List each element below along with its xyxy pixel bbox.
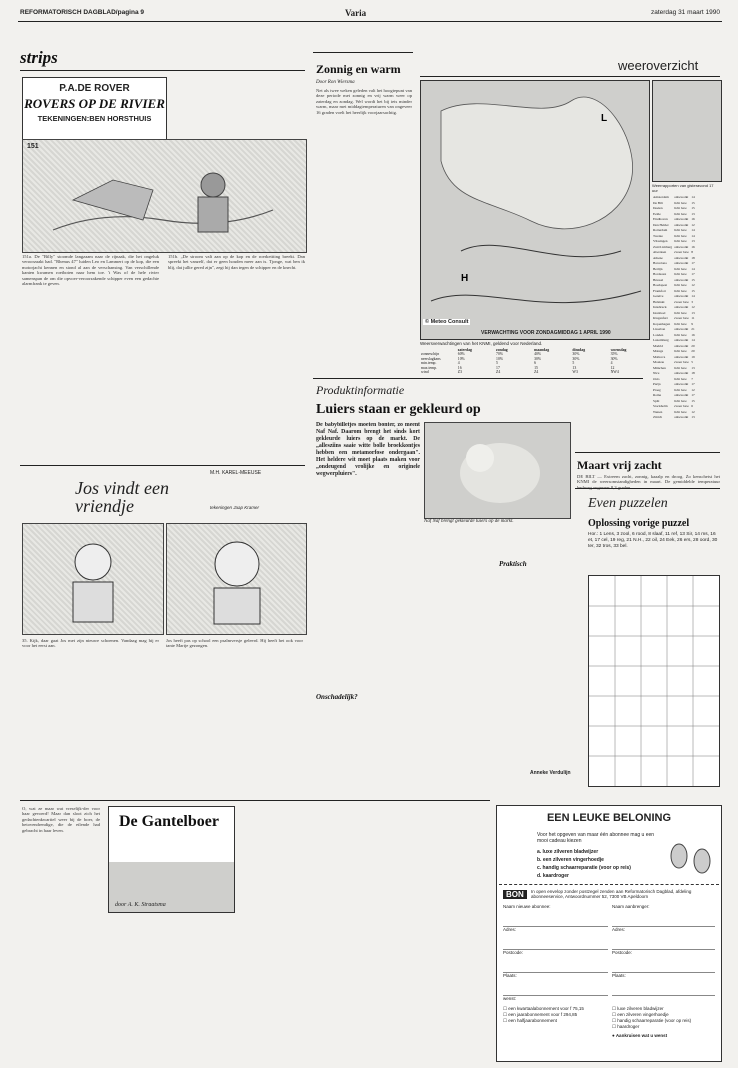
station-sky: licht bew. [674,228,688,232]
zonnig-byline: Door Ron Wiersma [316,80,355,85]
station-sky: licht bew. [674,283,688,287]
station-sky: onbewolkt [674,327,689,331]
forecast-day-header: zaterdag [457,348,472,352]
station-name: Zürich [653,415,663,419]
gift-option-a[interactable]: ☐ luxe zilveren bladwijzer [612,1006,664,1011]
station-sky: onbewolkt [674,415,689,419]
station-t: 8 [691,250,693,254]
forecast-day-header: dinsdag [572,348,586,352]
gift-option-b-label: een zilveren vingerhoedje [617,1012,669,1017]
option-jaar[interactable]: ☐ een jaarabonnement voor f 294,85 [503,1012,578,1017]
zonnig-title: Zonnig en warm [316,62,401,76]
station-name: Boedapest [653,283,668,287]
puzzel-solution: Hor.: 1 Lens, 3 zool, 6 rood, 8 slaaf, 11 ref, 13 Sir, 14 ms, 16 et, 17 cel, 19 reg, 21 N.H., 22 oil, 24 Eek, 26 ers, 28 oord, 30 ter, 32 tros, 33 bel. [588,532,718,549]
station-name: Den Helder [653,222,669,227]
beloning-item: c. handig schaarreparatie (voor op reis) [537,865,631,871]
station-t: 14 [691,266,695,271]
jos-author: M.H. KAREL-MEEUSE [210,470,262,476]
station-sky: licht bew. [674,376,688,381]
station-name: Rome [653,393,662,397]
station-sky: licht bew. [674,206,688,210]
stations-table [652,195,696,421]
option-jaar-label: een jaarabonnement voor f 294,85 [508,1012,578,1017]
station-sky: licht bew. [674,272,688,276]
rover-author: P.A.DE ROVER [59,83,130,94]
zonnig-text: Net als twee weken geleden valt het hoogtepunt van deze periode met zonnig en vrij warm weer op zaterdag en zondag. Wel wordt het bij iets minder warm, maar met middagtemperaturen van ongeveer 16 graden voelt het heerlijk voorjaarsachtig. [316,88,412,115]
station-sky: onbewolkt [674,294,689,298]
station-name: Oslo [653,376,660,381]
forecast-cell: 60% [457,352,465,357]
gift-option-b[interactable]: ☐ een zilveren vingerhoedje [612,1012,669,1017]
forecast-cell: 4 [457,361,460,366]
maart-rule [575,452,720,453]
weather-map-illustration [421,81,649,339]
option-kwartaal[interactable]: ☐ een kwartaalabonnement voor f 75,15 [503,1006,584,1011]
station-sky: onbewolkt [674,354,689,359]
station-t: 20 [691,343,695,348]
station-row [652,360,696,366]
station-t: 18 [691,255,695,260]
gantel-author: door A. K. Straatsma [115,902,166,908]
forecast-cell: 10% [496,356,504,361]
map-caption: VERWACHTING VOOR ZONDAGMIDDAG 1 APRIL 1990 [481,330,611,336]
forecast-cell: NW4 [610,370,619,375]
station-sky: onbewolkt [674,244,689,249]
station-name: Vlissingen [653,239,668,243]
station-t: 13 [691,365,695,370]
station-name: Eindhoven [653,217,668,221]
produkt-title: Luiers staan er gekleurd op [316,402,481,417]
rover-text-right: 151b. „De stroom valt aan op de kop en de roerkettting breekt. Dan spreekt het vanzelf, dat er geen houden meer aan is. Tjonge, wat ben ik blij, dat jullie gered zijn", zegt hij dan tegen de schipper en de knecht. [168,254,305,270]
station-name: Eelde [653,211,661,216]
station-name: Kopenhagen [653,321,671,326]
gantel-title-box [108,806,235,913]
meteo-credit: © Meteo Consult [425,319,469,325]
forecast-cell: Z3 [457,370,463,375]
field-wenst: wenst: [503,996,517,1001]
produkt-rule [313,378,643,379]
station-name: Parijs [653,382,661,386]
gift-option-d-label: haardroger [617,1024,640,1029]
station-t: 11 [691,316,695,320]
station-t: 13 [691,310,695,315]
station-t: 16 [691,217,695,221]
station-t: 3 [691,299,693,304]
field-nieuwe-adres[interactable]: Adres: [503,927,608,950]
weather-map [420,80,650,340]
station-name: Deelen [653,206,663,210]
header-rule [18,21,722,22]
station-sky: onbewolkt [674,393,689,397]
station-name: Amsterdam [653,195,669,199]
station-sky: licht bew. [674,200,688,205]
station-sky: licht bew. [674,409,688,414]
stations-title: Weerrapporten van gisteravond 17 uur [652,183,714,193]
beloning-intro: Voor het opgeven van maar één abonnee mag u een mooi cadeau kiezen [537,832,655,844]
option-halfjaar[interactable]: ☐ een halfjaarabonnement [503,1018,557,1023]
station-sky: onbewolkt [674,305,689,309]
station-t: 15 [691,200,695,205]
station-name: Istanboel [653,310,666,315]
gift-option-c-label: handig schaarreparatie (voor op reis) [617,1018,692,1023]
puzzel-rule [575,488,720,489]
station-t: 13 [691,415,695,419]
station-t: 15 [691,277,695,282]
station-t: 20 [691,349,695,353]
beloning-items [537,848,667,880]
station-t: 14 [691,195,695,199]
jos-panel-right [166,523,307,635]
station-t: 19 [691,354,695,359]
station-name: Nice [653,371,660,375]
forecast-row-label: max.temp. [421,365,438,370]
station-name: Malaga [653,349,664,353]
station-name: Berlijn [653,266,663,271]
station-name: Praag [653,387,661,392]
station-sky: onbewolkt [674,195,689,199]
bon-footer-label: Aankruisen wat u wenst [615,1033,668,1038]
produkt-sub2: Praktisch [499,560,527,568]
rover-illustration [43,150,283,245]
station-t: 16 [691,332,695,337]
station-sky: onbewolkt [674,261,689,265]
station-t: 12 [691,305,695,309]
station-sky: zwaar bew. [674,250,690,254]
field-nieuwe-naam[interactable]: Naam nieuwe abonnee: [503,904,608,927]
station-row [652,404,696,410]
station-name: Zuid Limburg [653,244,673,249]
field-aanbrenger-postcode[interactable]: Postcode: [612,950,715,973]
produkt-sub1: Onschadelijk? [316,693,358,701]
station-t: 15 [691,206,695,210]
rover-credits: TEKENINGEN:BEN HORSTHUIS [37,114,152,123]
station-sky: licht bew. [674,233,688,238]
station-t: 15 [691,398,695,403]
forecast-table [420,348,648,374]
forecast-cell: 10% [457,356,465,361]
bon-text: In open envelop zonder postzegel zenden aan Reformatorisch Dagblad, afdeling abonneeservice, Antwoordnummer 52, 7300 VB Apeldoorn [531,889,692,900]
produkt-byline: Anneke Verdulijn [530,770,571,776]
page-header [20,8,720,20]
produkt-body-left [424,528,494,688]
field-nieuwe-plaats[interactable]: Plaats: [503,973,608,996]
station-t: 14 [691,294,695,298]
puzzel-section: Even puzzelen [588,496,668,511]
forecast-cell: 30% [534,356,542,361]
bon-fields-right [612,904,715,1038]
station-t: 6 [691,404,693,408]
forecast-cell: 5 [572,361,575,366]
station-sky: onbewolkt [674,217,689,221]
forecast-cell: 35% [610,352,618,357]
station-name: Athene [653,255,663,260]
weer-title: weeroverzicht [618,58,699,73]
gantel-title: De Gantelboer [119,813,219,830]
maart-text: DE BILT — Extreem zacht, zonnig, kaaalp en droog. Zo kenschetst het KNMI de weersomstandigheden in maart. De gemiddelde temperatuur [577,474,720,485]
forecast-day-header: woensdag [610,348,627,352]
header-date: zaterdag 31 maart 1990 [650,9,720,16]
station-name: Genève [653,294,664,298]
puzzle-grid-lines [589,576,719,786]
station-sky: licht bew. [674,332,688,337]
station-t: 5 [691,360,693,364]
stations-grid [652,195,720,421]
field-nieuwe-postcode[interactable]: Postcode: [503,950,608,973]
produkt-caption: Naf Naf brengt gekleurde luiers op de markt. [424,519,514,524]
station-row [652,316,696,322]
gantel-body-4 [411,806,491,1056]
bon-fields-left [503,904,608,1024]
header-section: Varia [345,8,367,18]
forecast-cell: 5 [496,361,498,366]
jos-illustration-left [48,534,138,629]
station-name: Brussel [653,277,664,282]
beloning-box [496,805,722,1062]
station-name: De Bilt [653,200,663,205]
gift-option-a-label: luxe zilveren bladwijzer [617,1006,664,1011]
gantel-rule [20,800,490,801]
station-sky: zwaar bew. [674,360,690,364]
weer-rule [420,76,720,77]
station-t: 15 [691,288,695,293]
station-name: Londen [653,332,664,337]
svg-text:L: L [601,113,608,124]
station-sky: onbewolkt [674,222,689,227]
gantel-body-1 [108,916,233,1056]
stations-list [652,195,720,440]
option-halfjaar-label: een halfjaarabonnement [508,1018,557,1023]
station-t: 21 [691,327,695,331]
station-t: 13 [691,211,695,216]
beloning-title: EEN LEUKE BELONING [546,812,672,824]
station-sky: licht bew. [674,288,688,293]
weather-satellite [652,80,722,182]
station-t: 12 [691,222,695,227]
jos-text-right: Jos heeft pas op school een psalmversje geleerd. Hij heeft het ook voor tante Martje gezongen. [166,638,303,649]
beloning-item: d. kaardroger [537,873,569,879]
station-sky: licht bew. [674,349,688,353]
station-sky: onbewolkt [674,382,689,386]
station-name: Twente [653,233,663,238]
station-name: Wenen [653,409,663,414]
station-sky: zwaar bew. [674,316,690,320]
bon-footer: ● Aankruisen wat u wenst [612,1033,668,1038]
station-t: 12 [691,283,695,287]
station-t: 16 [691,244,695,249]
forecast-cell: Z4 [496,370,501,375]
forecast-row-label: zonneschijn [421,352,440,357]
station-name: Moskou [653,360,665,364]
station-name: Innsbruck [653,305,667,309]
station-sky: licht bew. [674,239,688,243]
station-sky: onbewolkt [674,371,689,375]
gantel-body-2 [240,806,320,1056]
station-t: 14 [691,228,695,232]
forecast-cell: 15 [534,365,538,370]
forecast-cell: 30% [572,352,580,357]
station-sky: zwaar bew. [674,404,690,408]
station-sky: licht bew. [674,211,688,216]
rover-comic-panel [22,139,307,253]
station-sky: licht bew. [674,398,688,403]
station-name: Bordeaux [653,272,667,276]
jos-rule [20,465,305,466]
station-name: Klagenfurt [653,316,668,320]
puzzle-grid [588,575,720,787]
station-sky: onbewolkt [674,338,689,342]
station-name: Aberdeen [653,250,667,254]
produkt-photo [424,422,571,519]
produkt-section: Produktinformatie [316,383,405,397]
forecast-cell: W3 [572,370,578,375]
station-t: 17 [691,261,695,265]
station-row [652,415,696,421]
station-name: Rotterdam [653,228,668,232]
beloning-item: b. een zilveren vingerhoedje [537,857,604,863]
station-sky: zwaar bew. [674,299,690,304]
forecast-row-label: wind [421,370,429,375]
forecast-table-body [420,348,648,374]
station-name: Lissabon [653,327,666,331]
forecast-table-title: Weersverwachtingen van het KNMI, geldend voor Nederland. [420,341,543,346]
field-aanbrenger-adres[interactable]: Adres: [612,927,715,950]
station-sky: licht bew. [674,310,688,315]
strips-heading: strips [20,48,58,67]
forecast-day-header: maandag [534,348,550,352]
rover-title: ROVERS OP DE RIVIER [24,96,165,111]
forecast-grid [420,348,648,374]
station-t: 13 [691,239,695,243]
rover-text-left: 151a. De "Billy" stoomde langzaam naar de rijnaak, die het ongeluk veroorzaakt had. "Rhenus 47" luiden Leo en Lammert op de kop, die een motorjacht kennen en stond al aan de verschansing. Van verschillende kanten kwamen roeiboten naar hem toe. 't Was of de hele rivier samenspan de om die opvoer-veroorzakende schipper even een gedachte alarmfrank te geven. [22,254,159,287]
station-sky: licht bew. [674,387,688,392]
forecast-cell: 40% [534,352,542,357]
forecast-cell: 12 [610,365,615,370]
station-t: 9 [691,321,693,326]
gift-thimbles-icon [667,836,717,881]
station-t: 18 [691,371,695,375]
zonnig-rule [313,52,413,53]
forecast-cell: 17 [496,365,500,370]
svg-text:H: H [461,273,469,284]
strips-rule [20,70,305,71]
field-aanbrenger-naam[interactable]: Naam aanbrenger: [612,904,715,927]
beloning-item: a. luxe zilveren bladwijzer [537,849,599,855]
station-sky: onbewolkt [674,277,689,282]
gantel-illustration [109,862,234,912]
station-name: Helsinki [653,299,665,304]
forecast-cell: 16 [457,365,462,370]
station-sky: onbewolkt [674,343,689,348]
forecast-cell: 6 [534,361,537,366]
rover-panel-number: 151 [27,143,39,150]
bon-label: BON [503,890,527,899]
station-t: 12 [691,409,695,414]
station-name: Luxemburg [653,338,669,342]
station-name: Stockholm [653,404,668,408]
station-name: Frankfort [653,288,666,293]
station-t: 12 [691,387,695,392]
forecast-cell: 70% [496,352,504,357]
produkt-lead: De babybilletjes moeten bonter, zo meent Naf Naf. Daarom brengt het sinds kort gekleurde luiers op de markt. De „allesziins saaie witte bolle broekkontjes hebben een metamorfose ondergaan". Het heldere wit moet plaats maken voor „ondeugend vrolijke en originele wegwerpluiers". [316,422,420,477]
jos-panel-left [22,523,164,635]
station-name: Mallorca [653,354,666,359]
forecast-row-label: min.temp. [421,361,437,366]
option-kwartaal-label: een kwartaalabonnement voor f 75,15 [508,1006,584,1011]
station-t: 14 [691,338,695,342]
station-t: 17 [691,272,695,276]
station-sky: licht bew. [674,365,688,370]
station-sky: licht bew. [674,266,688,271]
forecast-row-label: neerslagkans [421,356,441,361]
station-t: 7 [691,376,693,381]
station-t: 14 [691,233,695,238]
station-name: Madrid [653,343,663,348]
station-row [652,250,696,256]
station-sky: licht bew. [674,321,688,326]
field-aanbrenger-plaats[interactable]: Plaats: [612,973,715,996]
forecast-cell: 4 [610,361,613,366]
forecast-cell: Z4 [534,370,539,375]
gantel-intro: O, wat ze maar wat vreselijk-der voor haar gevoerd! Maar dan sloot zich het gedachtenkwartiel weer bij de boer, de betovendrendige, die de eilende had gebracht in haar leven. [22,806,100,833]
bon-cutline [499,884,719,885]
gift-option-c[interactable]: ☐ handig schaarreparatie (voor op reis) [612,1018,692,1023]
station-sky: onbewolkt [674,255,689,260]
station-t: 17 [691,382,695,386]
gantel-body-3 [326,806,406,1056]
forecast-cell: 13 [572,365,577,370]
jos-text-left: 35. Kijk, daar gaat Jos met zijn nieuwe schoenen. Vandaag mag hij er voor het eerst aan. [22,638,159,649]
station-t: 17 [691,393,695,397]
jos-title: Jos vindt een vriendje [75,478,169,516]
station-name: Barcelona [653,261,667,265]
jos-illus: tekeningen Jaap Kramer [210,505,260,510]
puzzel-title: Oplossing vorige puzzel [588,518,690,529]
forecast-day-header: zondag [496,348,508,352]
rover-title-box [22,77,167,141]
forecast-cell: 30% [610,356,618,361]
header-left: REFORMATORISCH DAGBLAD/pagina 9 [20,9,144,16]
station-name: München [653,365,666,370]
forecast-cell: 30% [572,356,580,361]
maart-title: Maart vrij zacht [577,458,662,472]
baby-photo-illustration [425,423,570,518]
station-name: Split [653,398,660,403]
gift-option-d[interactable]: ☐ haardroger [612,1024,640,1029]
jos-illustration-right [192,534,282,629]
